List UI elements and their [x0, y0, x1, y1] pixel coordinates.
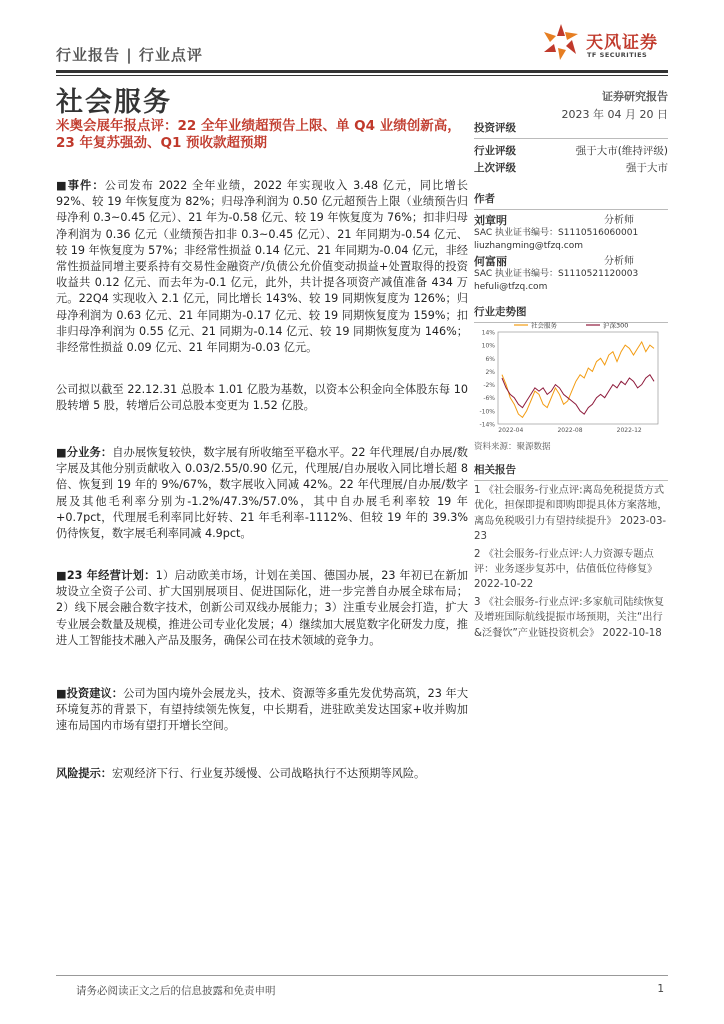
author-name: 何富丽: [474, 255, 507, 268]
header-rule-thin: [56, 75, 668, 76]
rating-heading: 投资评级: [474, 120, 668, 139]
x-tick-label: 2022-04: [498, 427, 524, 434]
y-tick-label: 10%: [481, 342, 495, 350]
author-cert: SAC 执业证书编号：S1110516060001: [474, 228, 639, 238]
related-heading: 相关报告: [474, 462, 668, 481]
section-lead: ■事件：: [56, 179, 105, 192]
section-text: 1）启动欧美市场，计划在美国、德国办展，23 年初已在新加坡设立全资子公司、扩大国别展项目、促进国际化，进一步完善自办展全球布局；2）线下展会融合数字技术，创新公司双线办展能力；3）注重专业展会打造，扩大专业展会数量及规模，推进公司专业化发展；4）继续加大展览数字化研发力度，推进人工智能技术融入产品及服务，确保公司在技术领域的竞争力。: [56, 569, 468, 647]
footer-rule: [56, 975, 668, 976]
footer-disclaimer: 请务必阅读正文之后的信息披露和免责申明: [76, 985, 276, 997]
related-reports: [474, 462, 668, 641]
rating-key: 行业评级: [474, 145, 516, 157]
y-tick-label: 2%: [485, 368, 495, 376]
author-role: 分析师: [604, 215, 634, 226]
y-tick-label: 14%: [481, 329, 495, 337]
section-investment: [56, 686, 468, 735]
header-rule: [56, 70, 668, 73]
brand-logo: [540, 22, 670, 62]
report-date: 2023 年 04 月 20 日: [561, 108, 668, 121]
y-tick-label: -10%: [479, 408, 495, 416]
author-heading: 作者: [474, 191, 668, 210]
rating-value: 强于大市(维持评级): [575, 145, 668, 157]
author-name: 刘章明: [474, 214, 507, 227]
section-text: 自办展恢复较快，数字展有所收缩至平稳水平。22 年代理展/自办展/数字展及其他分别贡献收入 0.03/2.55/0.90 亿元，代理展/自办展收入同比增长超 8 倍、恢复到 19 年的 9%/67%，数字展收入同减 42%。22 年代理展/自办展/数字展及其他毛利率分别为-1.2%/47.3%/57.0%，其中自办展毛利率较 19 年+0.7pct，代理展毛利率同比好转、21 年毛利率-1112%、但较 19 年的 39.3%仍待恢复，数字展毛利率同减 4.9pct。: [56, 446, 468, 541]
trend-heading: 行业走势图: [474, 304, 668, 323]
section-lead: ■投资建议：: [56, 687, 124, 700]
section-text: 宏观经济下行、行业复苏缓慢、公司战略执行不达预期等风险。: [111, 767, 426, 780]
section-lead: ■分业务：: [56, 446, 113, 459]
sidebar: [474, 120, 668, 323]
legend-label: 沪深300: [603, 321, 629, 330]
report-type: 证券研究报告: [602, 90, 668, 103]
rating-row: [474, 143, 668, 160]
legend-label: 社会服务: [531, 321, 557, 330]
trend-chart: [474, 318, 668, 438]
rating-value: 强于大市: [626, 162, 668, 174]
report-title: 米奥会展年报点评：22 全年业绩超预告上限、单 Q4 业绩创新高，23 年复苏强劲、Q1 预收款超预期: [56, 118, 461, 151]
x-tick-label: 2022-12: [616, 427, 642, 434]
section-business: [56, 445, 468, 542]
author-block: [474, 214, 668, 294]
brand-name-en: TF SECURITIES: [587, 51, 648, 59]
x-tick-label: 2022-08: [557, 427, 583, 434]
brand-name-cn: 天风证券: [586, 33, 658, 53]
page-number: 1: [657, 983, 664, 995]
rating-key: 上次评级: [474, 162, 516, 174]
y-tick-label: -14%: [479, 421, 495, 429]
section-dividend: [56, 382, 468, 414]
related-item[interactable]: 2 《社会服务-行业点评:人力资源专题点评：业务逐步复苏中，估值低位待修复》 2022-10-22: [474, 548, 658, 591]
y-tick-label: -2%: [483, 382, 495, 390]
author-cert: SAC 执业证书编号：S1110521120003: [474, 269, 639, 279]
section-text: 公司拟以截至 22.12.31 总股本 1.01 亿股为基数，以资本公积金向全体股东每 10 股转增 5 股，转增后公司总股本变更为 1.52 亿股。: [56, 383, 468, 413]
chart-source: 资料来源：聚源数据: [474, 442, 551, 452]
related-item[interactable]: 3 《社会服务-行业点评:多家航司陆续恢复及增班国际航线提振市场预期，关注“出行&泛餐饮”产业链投资机会》 2022-10-18: [474, 596, 665, 639]
section-text: 公司发布 2022 全年业绩，2022 年实现收入 3.48 亿元，同比增长 92%、较 19 年恢复度为 82%；归母净利润为 0.50 亿元超预告上限（业绩预告归母净利 0.3~0.45 亿元）、21 年为-0.58 亿元、较 19 年恢复度为 76%；扣非归母净利润为 0.36 亿元（业绩预告扣非 0.3~0.45 亿元）、21 年同期为-0.54 亿元、较 19 年恢复度为 57%；非经常性损益 0.14 亿元、21 年同期为-0.04 亿元，非经常性损益同增主要系持有交易性金融资产/负债公允价值变动损益+处置取得的投资收益共 0.12 亿元、而去年为-0.1 亿元，此外，共计提各项资产减值准备 434 万元。22Q4 实现收入 2.1 亿元，同比增长 143%、较 19 同期恢复度为 126%；归母净利润为 0.63 亿元、21 年同期为-0.17 亿元、较 19 同期恢复度为 159%；扣非归母净利润为 0.55 亿元、21 同期为-0.14 亿元、较 19 同期恢复度为 146%；非经常性损益 0.09 亿元、21 年同期为-0.03 亿元。: [56, 179, 468, 355]
section-lead: 风险提示：: [56, 767, 112, 780]
logo-mark-icon: [540, 22, 582, 62]
y-tick-label: 6%: [485, 355, 495, 363]
series-line: [502, 375, 654, 414]
trend-chart-svg: [474, 318, 668, 438]
section-risk: [56, 766, 468, 782]
section-text: 公司为国内境外会展龙头，技术、资源等多重先发优势高筑，23 年大环境复苏的背景下，有望持续领先恢复，中长期看，进驻欧美发达国家+收并购加速布局国内市场有望打开增长空间。: [56, 687, 469, 733]
section-plan: [56, 568, 468, 649]
related-item[interactable]: 1 《社会服务-行业点评:离岛免税提货方式优化，担保即提和即购即提具体方案落地，离岛免税吸引力有望持续提升》 2023-03-23: [474, 485, 668, 543]
author-email[interactable]: liuzhangming@tfzq.com: [474, 241, 583, 251]
y-tick-label: -6%: [483, 395, 495, 403]
industry-title: 社会服务: [56, 87, 172, 118]
rating-row: [474, 160, 668, 177]
author-role: 分析师: [604, 256, 634, 267]
section-event: [56, 178, 468, 356]
related-list: [474, 483, 668, 641]
report-category: 行业报告 | 行业点评: [56, 46, 203, 64]
section-lead: ■23 年经营计划：: [56, 569, 156, 582]
author-email[interactable]: hefuli@tfzq.com: [474, 282, 548, 292]
